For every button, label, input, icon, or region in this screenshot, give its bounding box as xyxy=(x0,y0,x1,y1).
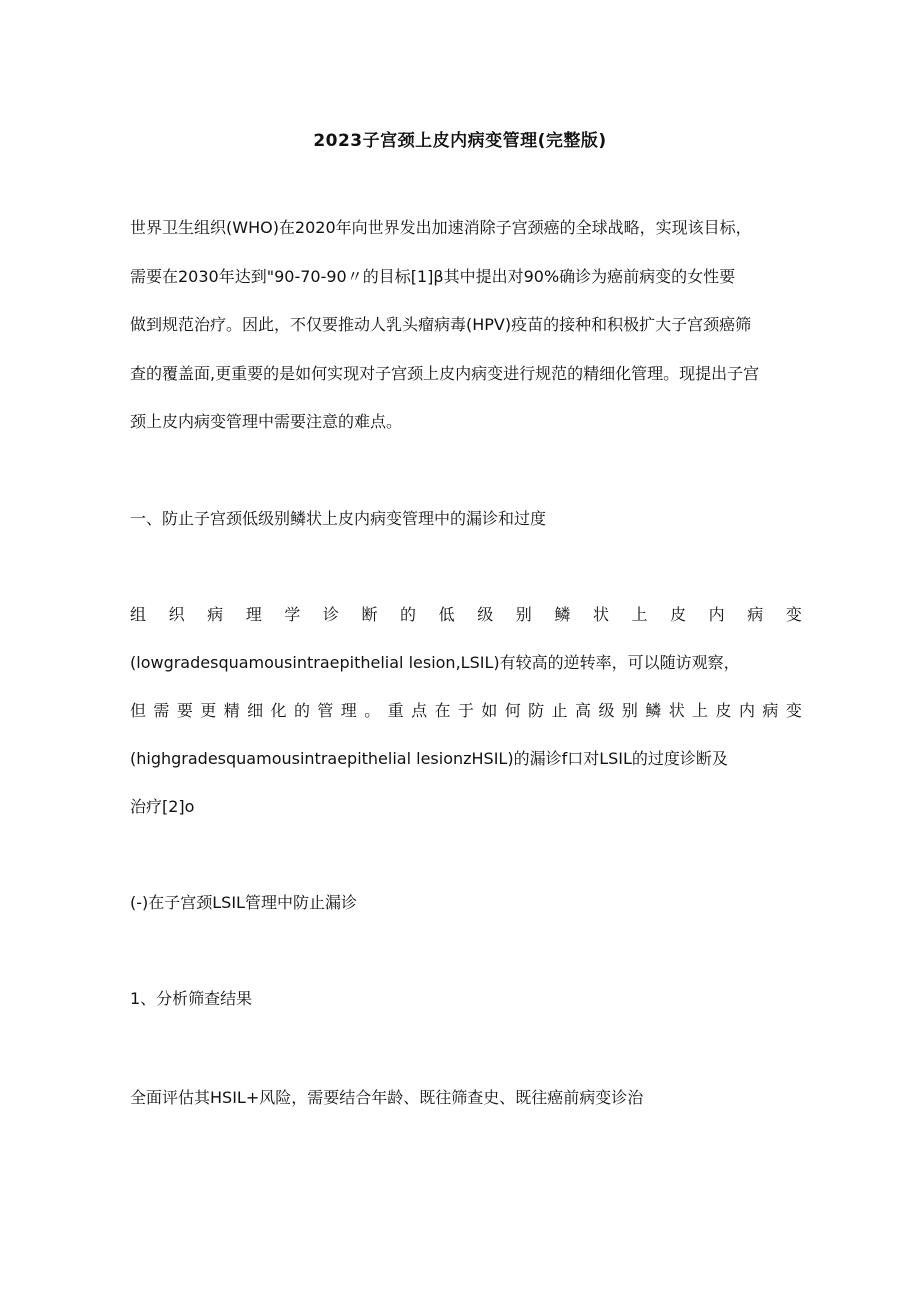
justified-char: 如 xyxy=(481,701,498,720)
section1-line-1 xyxy=(130,603,802,627)
justified-char: 理 xyxy=(340,701,357,720)
item1-heading: 1、分析筛查结果 xyxy=(130,989,253,1008)
justified-char: 点 xyxy=(411,701,428,720)
justified-char: 上 xyxy=(692,701,709,720)
justified-char: 变 xyxy=(785,701,802,720)
intro-line-1: 世界卫生组织(WHO)在2020年向世界发出加速消除子宫颈癌的全球战略，实现该目标， xyxy=(130,218,752,237)
justified-char: 需 xyxy=(153,701,170,720)
intro-line-2: 需要在2030年达到"90-70-90〃的目标[1]β其中提出对90%确诊为癌前病变的女性要 xyxy=(130,267,736,286)
justified-char: 的 xyxy=(400,605,417,624)
item1-text: 全面评估其HSIL+风险，需要结合年龄、既往筛查史、既往癌前病变诊治 xyxy=(130,1088,644,1107)
section1-heading: 一、防止子宫颈低级别鳞状上皮内病变管理中的漏诊和过度 xyxy=(130,509,547,528)
justified-char: 于 xyxy=(457,701,474,720)
justified-char: 细 xyxy=(247,701,264,720)
justified-char: 重 xyxy=(387,701,404,720)
justified-char: 病 xyxy=(747,605,764,624)
justified-char: 诊 xyxy=(322,605,339,624)
justified-char: 理 xyxy=(245,605,262,624)
justified-char: 断 xyxy=(361,605,378,624)
justified-char: 级 xyxy=(477,605,494,624)
justified-char: 织 xyxy=(168,605,185,624)
document-title: 2023子宫颈上皮内病变管理(完整版) xyxy=(313,131,607,151)
justified-char: 皮 xyxy=(670,605,687,624)
subsection-heading: (-)在子宫颈LSIL管理中防止漏诊 xyxy=(130,893,357,912)
justified-char: 状 xyxy=(592,605,609,624)
intro-line-5: 颈上皮内病变管理中需要注意的难点。 xyxy=(130,412,403,431)
justified-char: 鳞 xyxy=(645,701,662,720)
justified-char: 止 xyxy=(551,701,568,720)
justified-char: 组 xyxy=(130,605,147,624)
justified-char: 在 xyxy=(434,701,451,720)
justified-char: 别 xyxy=(515,605,532,624)
justified-char: 精 xyxy=(223,701,240,720)
justified-char: 的 xyxy=(293,701,310,720)
justified-char: 鳞 xyxy=(554,605,571,624)
justified-char: 内 xyxy=(738,701,755,720)
justified-char: 皮 xyxy=(715,701,732,720)
intro-line-3: 做到规范治疗。因此，不仅要推动人乳头瘤病毒(HPV)疫苗的接种和积极扩大子宫颈癌筛 xyxy=(130,315,752,334)
justified-char: 病 xyxy=(207,605,224,624)
intro-line-4: 查的覆盖面,更重要的是如何实现对子宫颈上皮内病变进行规范的精细化管理。现提出子宫 xyxy=(130,364,760,383)
justified-char: 别 xyxy=(621,701,638,720)
justified-char: 化 xyxy=(270,701,287,720)
justified-char: 何 xyxy=(504,701,521,720)
justified-char: 低 xyxy=(438,605,455,624)
justified-char: 防 xyxy=(528,701,545,720)
justified-char: 状 xyxy=(668,701,685,720)
justified-char: 内 xyxy=(708,605,725,624)
justified-char: 但 xyxy=(130,701,147,720)
justified-char: 管 xyxy=(317,701,334,720)
justified-char: 学 xyxy=(284,605,301,624)
justified-char: 。 xyxy=(364,701,381,720)
justified-char: 上 xyxy=(631,605,648,624)
section1-line-4: (highgradesquamousintraepithelial lesionzHSIL)的漏诊f口对LSIL的过度诊断及 xyxy=(130,749,728,768)
justified-char: 病 xyxy=(762,701,779,720)
section1-line-2: (lowgradesquamousintraepithelial lesion,LSIL)有较高的逆转率，可以随访观察， xyxy=(130,653,740,672)
section1-line-3 xyxy=(130,699,802,723)
justified-char: 更 xyxy=(200,701,217,720)
justified-char: 要 xyxy=(176,701,193,720)
justified-char: 变 xyxy=(785,605,802,624)
justified-char: 级 xyxy=(598,701,615,720)
section1-line-5: 治疗[2]o xyxy=(130,797,195,816)
justified-char: 高 xyxy=(575,701,592,720)
